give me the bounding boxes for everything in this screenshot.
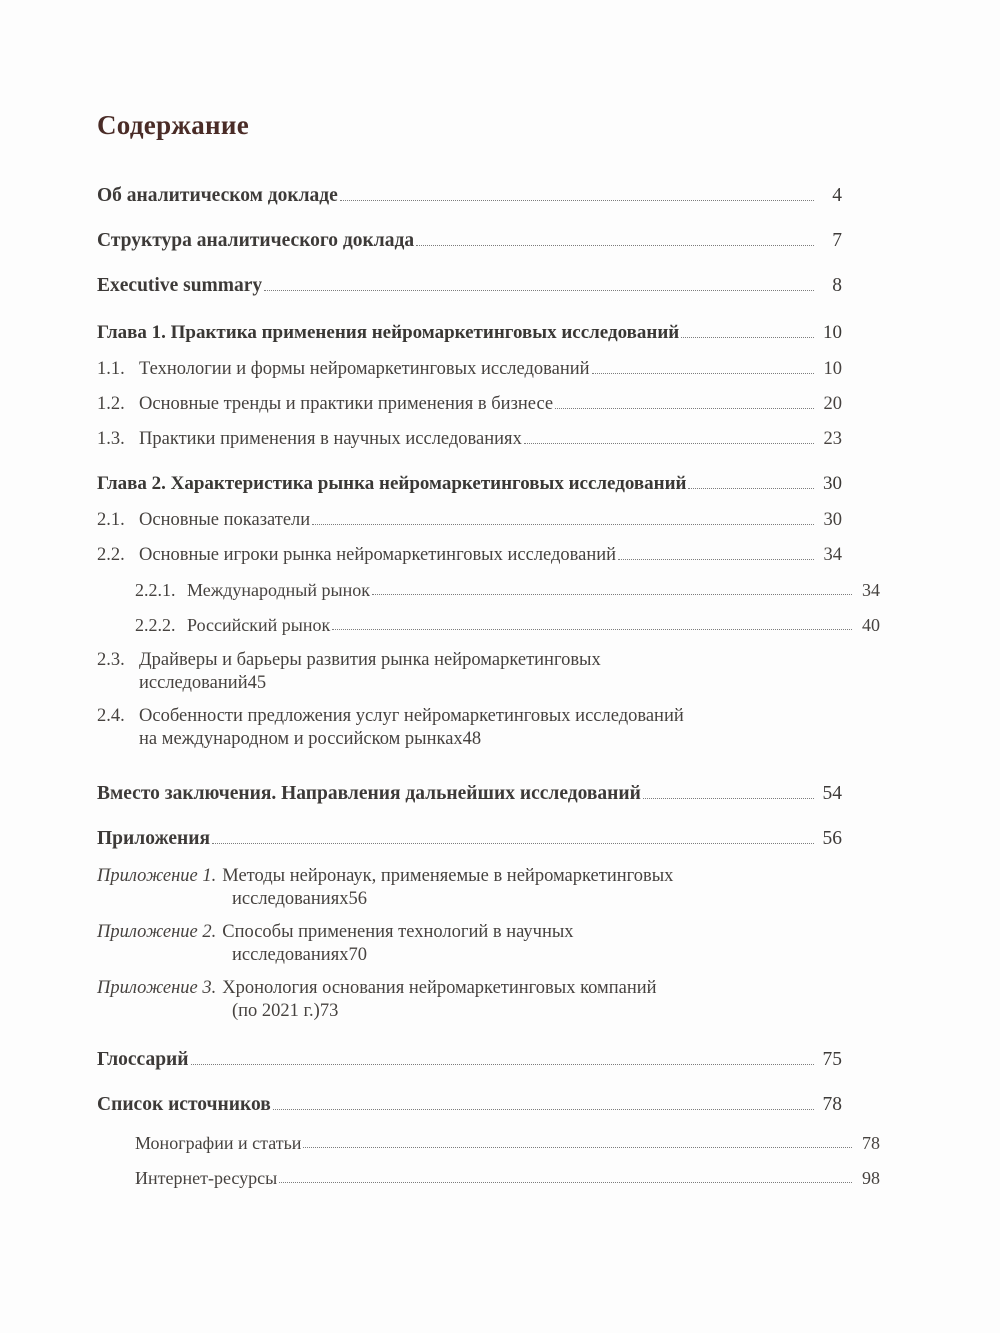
toc-entry-label: Глоссарий [97, 1049, 189, 1070]
toc-entry-number: 1.3. [97, 429, 125, 449]
toc-entry-executive-summary[interactable] [97, 261, 842, 304]
section-spacer [97, 755, 842, 769]
toc-entry-page: 30 [823, 510, 842, 530]
toc-entry-1-1[interactable] [97, 352, 842, 385]
toc-entry-page: 20 [823, 394, 842, 414]
toc-entry-page: 98 [862, 1168, 880, 1188]
toc-entry-number: 2.1. [97, 510, 125, 530]
toc-entry-appendix-1[interactable] [97, 859, 842, 915]
toc-entry-number: 2.2.1. [135, 580, 176, 600]
toc-entry-label: Российский рынок [187, 615, 331, 635]
toc-entry-label-line2: исследованиях [232, 945, 349, 965]
toc-entry-1-3[interactable] [97, 422, 842, 455]
leader-dots [643, 797, 814, 799]
toc-entry-label: Монографии и статьи [135, 1133, 302, 1153]
toc-entry-page: 54 [822, 783, 842, 804]
leader-dots [212, 842, 814, 844]
toc-entry-page: 4 [832, 185, 842, 206]
toc-entry-page: 75 [822, 1049, 842, 1070]
leader-dots [681, 336, 814, 338]
toc-entry-page: 8 [832, 275, 842, 296]
toc-entry-label: Технологии и формы нейромаркетинговых исследований [139, 359, 590, 379]
toc-entry-2-1[interactable] [97, 503, 842, 536]
toc-entry-label: Интернет-ресурсы [135, 1168, 278, 1188]
leader-dots [688, 487, 814, 489]
toc-entry-conclusion[interactable] [97, 769, 842, 812]
toc-entry-label-line1: Особенности предложения услуг нейромаркетинговых исследований [139, 706, 684, 726]
toc-entry-label: Список источников [97, 1094, 271, 1115]
toc-entry-structure[interactable] [97, 216, 842, 259]
toc-entry-page: 23 [823, 429, 842, 449]
leader-dots [416, 244, 814, 246]
toc-entry-sources-web[interactable] [135, 1160, 880, 1193]
toc-entry-label: Основные игроки рынка нейромаркетинговых исследований [139, 545, 617, 565]
toc-entry-number: 2.3. [97, 650, 125, 670]
toc-entry-page: 40 [862, 615, 880, 635]
toc-entry-page: 78 [862, 1133, 880, 1153]
toc-entry-page: 10 [823, 322, 842, 343]
toc-entry-label: Практики применения в научных исследованиях [139, 429, 522, 449]
toc-entry-label-line1: Способы применения технологий в научных [222, 922, 574, 942]
toc-entry-label-line1: Методы нейронаук, применяемые в нейромаркетинговых [222, 866, 674, 886]
toc-entry-label-line2: на международном и российском рынках [139, 729, 463, 749]
toc-entry-glossary[interactable] [97, 1035, 842, 1078]
leader-dots [312, 523, 814, 525]
leader-dots [264, 289, 814, 291]
toc-entry-label: Вместо заключения. Направления дальнейших исследований [97, 783, 641, 804]
toc-entry-page: 34 [862, 580, 880, 600]
leader-dots [332, 628, 852, 630]
toc-entry-page: 56 [822, 828, 842, 849]
toc-entry-label: Глава 2. Характеристика рынка нейромаркетинговых исследований [97, 473, 687, 494]
toc-entry-label-line2: (по 2021 г.) [232, 1001, 320, 1021]
toc-entry-number: 2.4. [97, 706, 125, 726]
appendix-number: Приложение 1. [97, 866, 217, 886]
toc-entry-about[interactable] [97, 171, 842, 214]
toc-entry-label: Основные тренды и практики применения в бизнесе [139, 394, 554, 414]
toc-entry-label: Об аналитическом докладе [97, 185, 338, 206]
toc-entry-label-line2: исследований [139, 673, 248, 693]
toc-entry-label-line2: исследованиях [232, 889, 349, 909]
toc-entry-2-2[interactable] [97, 538, 842, 571]
toc-entry-page: 78 [822, 1094, 842, 1115]
section-spacer [97, 1027, 842, 1035]
toc-entry-page: 73 [319, 1001, 339, 1021]
toc-entry-page: 30 [823, 473, 842, 494]
appendix-number: Приложение 2. [97, 922, 217, 942]
toc-entry-appendices[interactable] [97, 814, 842, 857]
toc-entry-sources[interactable] [97, 1080, 842, 1123]
toc-entry-label: Международный рынок [187, 580, 370, 600]
toc-entry-page: 7 [832, 230, 842, 251]
toc-entry-number: 1.2. [97, 394, 125, 414]
toc-entry-2-4[interactable] [97, 699, 842, 755]
toc-entry-label: Основные показатели [139, 510, 311, 530]
toc-entry-page: 10 [823, 359, 842, 379]
toc-entry-label: Executive summary [97, 275, 263, 296]
toc-entry-label: Глава 1. Практика применения нейромаркетинговых исследований [97, 322, 680, 343]
leader-dots [191, 1063, 814, 1065]
toc-entry-chapter-2[interactable] [97, 457, 842, 501]
leader-dots [273, 1108, 814, 1110]
leader-dots [555, 407, 814, 409]
toc-entry-chapter-1[interactable] [97, 306, 842, 350]
leader-dots [279, 1181, 852, 1183]
toc-entry-sources-monographs[interactable] [135, 1125, 880, 1158]
toc-entry-label-line1: Драйверы и барьеры развития рынка нейромаркетинговых [139, 650, 601, 670]
table-of-contents [97, 110, 880, 1195]
toc-entry-number: 1.1. [97, 359, 125, 379]
leader-dots [592, 372, 814, 374]
toc-entry-page: 70 [348, 945, 367, 965]
toc-entry-appendix-2[interactable] [97, 915, 842, 971]
toc-entry-label: Структура аналитического доклада [97, 230, 415, 251]
toc-entry-page: 56 [348, 889, 367, 909]
leader-dots [372, 593, 852, 595]
toc-entry-number: 2.2.2. [135, 615, 176, 635]
toc-entry-number: 2.2. [97, 545, 125, 565]
toc-entry-2-3[interactable] [97, 643, 842, 699]
page-title: Содержание [97, 110, 250, 140]
toc-entry-page: 48 [462, 729, 482, 749]
leader-dots [303, 1146, 852, 1148]
leader-dots [524, 442, 814, 444]
toc-entry-label: Приложения [97, 828, 211, 849]
toc-entry-appendix-3[interactable] [97, 971, 842, 1027]
appendix-number: Приложение 3. [97, 978, 217, 998]
toc-entry-label-line1: Хронология основания нейромаркетинговых компаний [222, 978, 657, 998]
leader-dots [618, 558, 814, 560]
toc-entry-page: 45 [247, 673, 267, 693]
leader-dots [340, 199, 814, 201]
toc-entry-page: 34 [823, 545, 842, 565]
toc-entry-2-2-2[interactable] [135, 608, 880, 641]
toc-entry-2-2-1[interactable] [135, 573, 880, 606]
toc-entry-1-2[interactable] [97, 387, 842, 420]
